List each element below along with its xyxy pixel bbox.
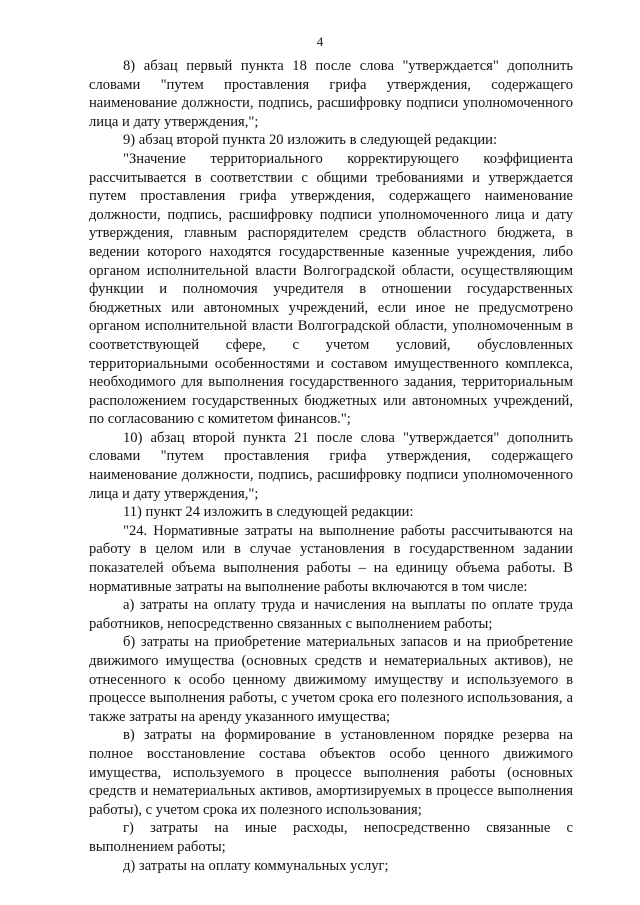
paragraph-subitem-a: а) затраты на оплату труда и начисления на выплаты по оплате труда работников, непосредственно связанных с выполнением работы; <box>89 597 573 632</box>
paragraph-subitem-d: д) затраты на оплату коммунальных услуг; <box>123 857 389 874</box>
paragraph-item-10: 10) абзац второй пункта 21 после слова "утверждается" дополнить словами "путем проставления грифа утверждения, содержащего наименование должности, подпись, расшифровку подписи уполномоченного лица и дату утверждения,"; <box>89 429 573 502</box>
paragraph-item-9: 9) абзац второй пункта 20 изложить в следующей редакции: <box>123 132 498 149</box>
paragraph-item-8: 8) абзац первый пункта 18 после слова "утверждается" дополнить словами "путем проставления грифа утверждения, содержащего наименование должности, подпись, расшифровку подписи уполномоченного лица и дату утверждения,"; <box>89 58 573 130</box>
paragraph-item-11: 11) пункт 24 изложить в следующей редакции: <box>123 504 414 521</box>
paragraph-subitem-b: б) затраты на приобретение материальных запасов и на приобретение движимого имущества (основных средств и нематериальных активов), не отнесенного к особо ценному движимому имуществу и используемого в процессе выполнения работы, с учетом срока его полезного использования, а также затраты на аренду указанного имущества; <box>89 634 573 725</box>
paragraph-quote-coefficient: "Значение территориального корректирующего коэффициента рассчитывается в соответствии с общими требованиями и утверждается путем проставления грифа утверждения, содержащего наименование должности, подпись, расшифровку подписи уполномоченного лица и дату утверждения, главным распорядителем средств областного бюджета, в ведении которого находятся государственные казенные учреждения, либо органом исполнительной власти Волгоградской области, осуществляющим функции и полномочия учредителя в отношении государственных бюджетных или автономных учреждений, если иное не предусмотрено органом исполнительной власти Волгоградской области, уполномоченным в соответствующей сфере, с учетом условий, обусловленных территориальными особенностями и составом имущественного комплекса, необходимого для выполнения государственного задания, территориальным расположением государственных бюджетных или автономных учреждений, по согласованию с комитетом финансов."; <box>89 150 573 428</box>
page-number: 4 <box>316 34 324 49</box>
paragraph-clause-24: "24. Нормативные затраты на выполнение работы рассчитываются на работу в целом или в случае установления в государственном задании показателей объема выполнения работы – на единицу объема работы. В нормативные затраты на выполнение работы включаются в том числе: <box>89 522 573 595</box>
paragraph-subitem-v: в) затраты на формирование в установленном порядке резерва на полное восстановление состава объектов особо ценного движимого имущества, используемого в процессе выполнения работы (основных средств и нематериальных активов, амортизируемых в процессе выполнения работы), с учетом срока их полезного использования; <box>89 727 573 818</box>
paragraph-subitem-g: г) затраты на иные расходы, непосредственно связанные с выполнением работы; <box>89 820 573 855</box>
document-body <box>89 57 573 875</box>
